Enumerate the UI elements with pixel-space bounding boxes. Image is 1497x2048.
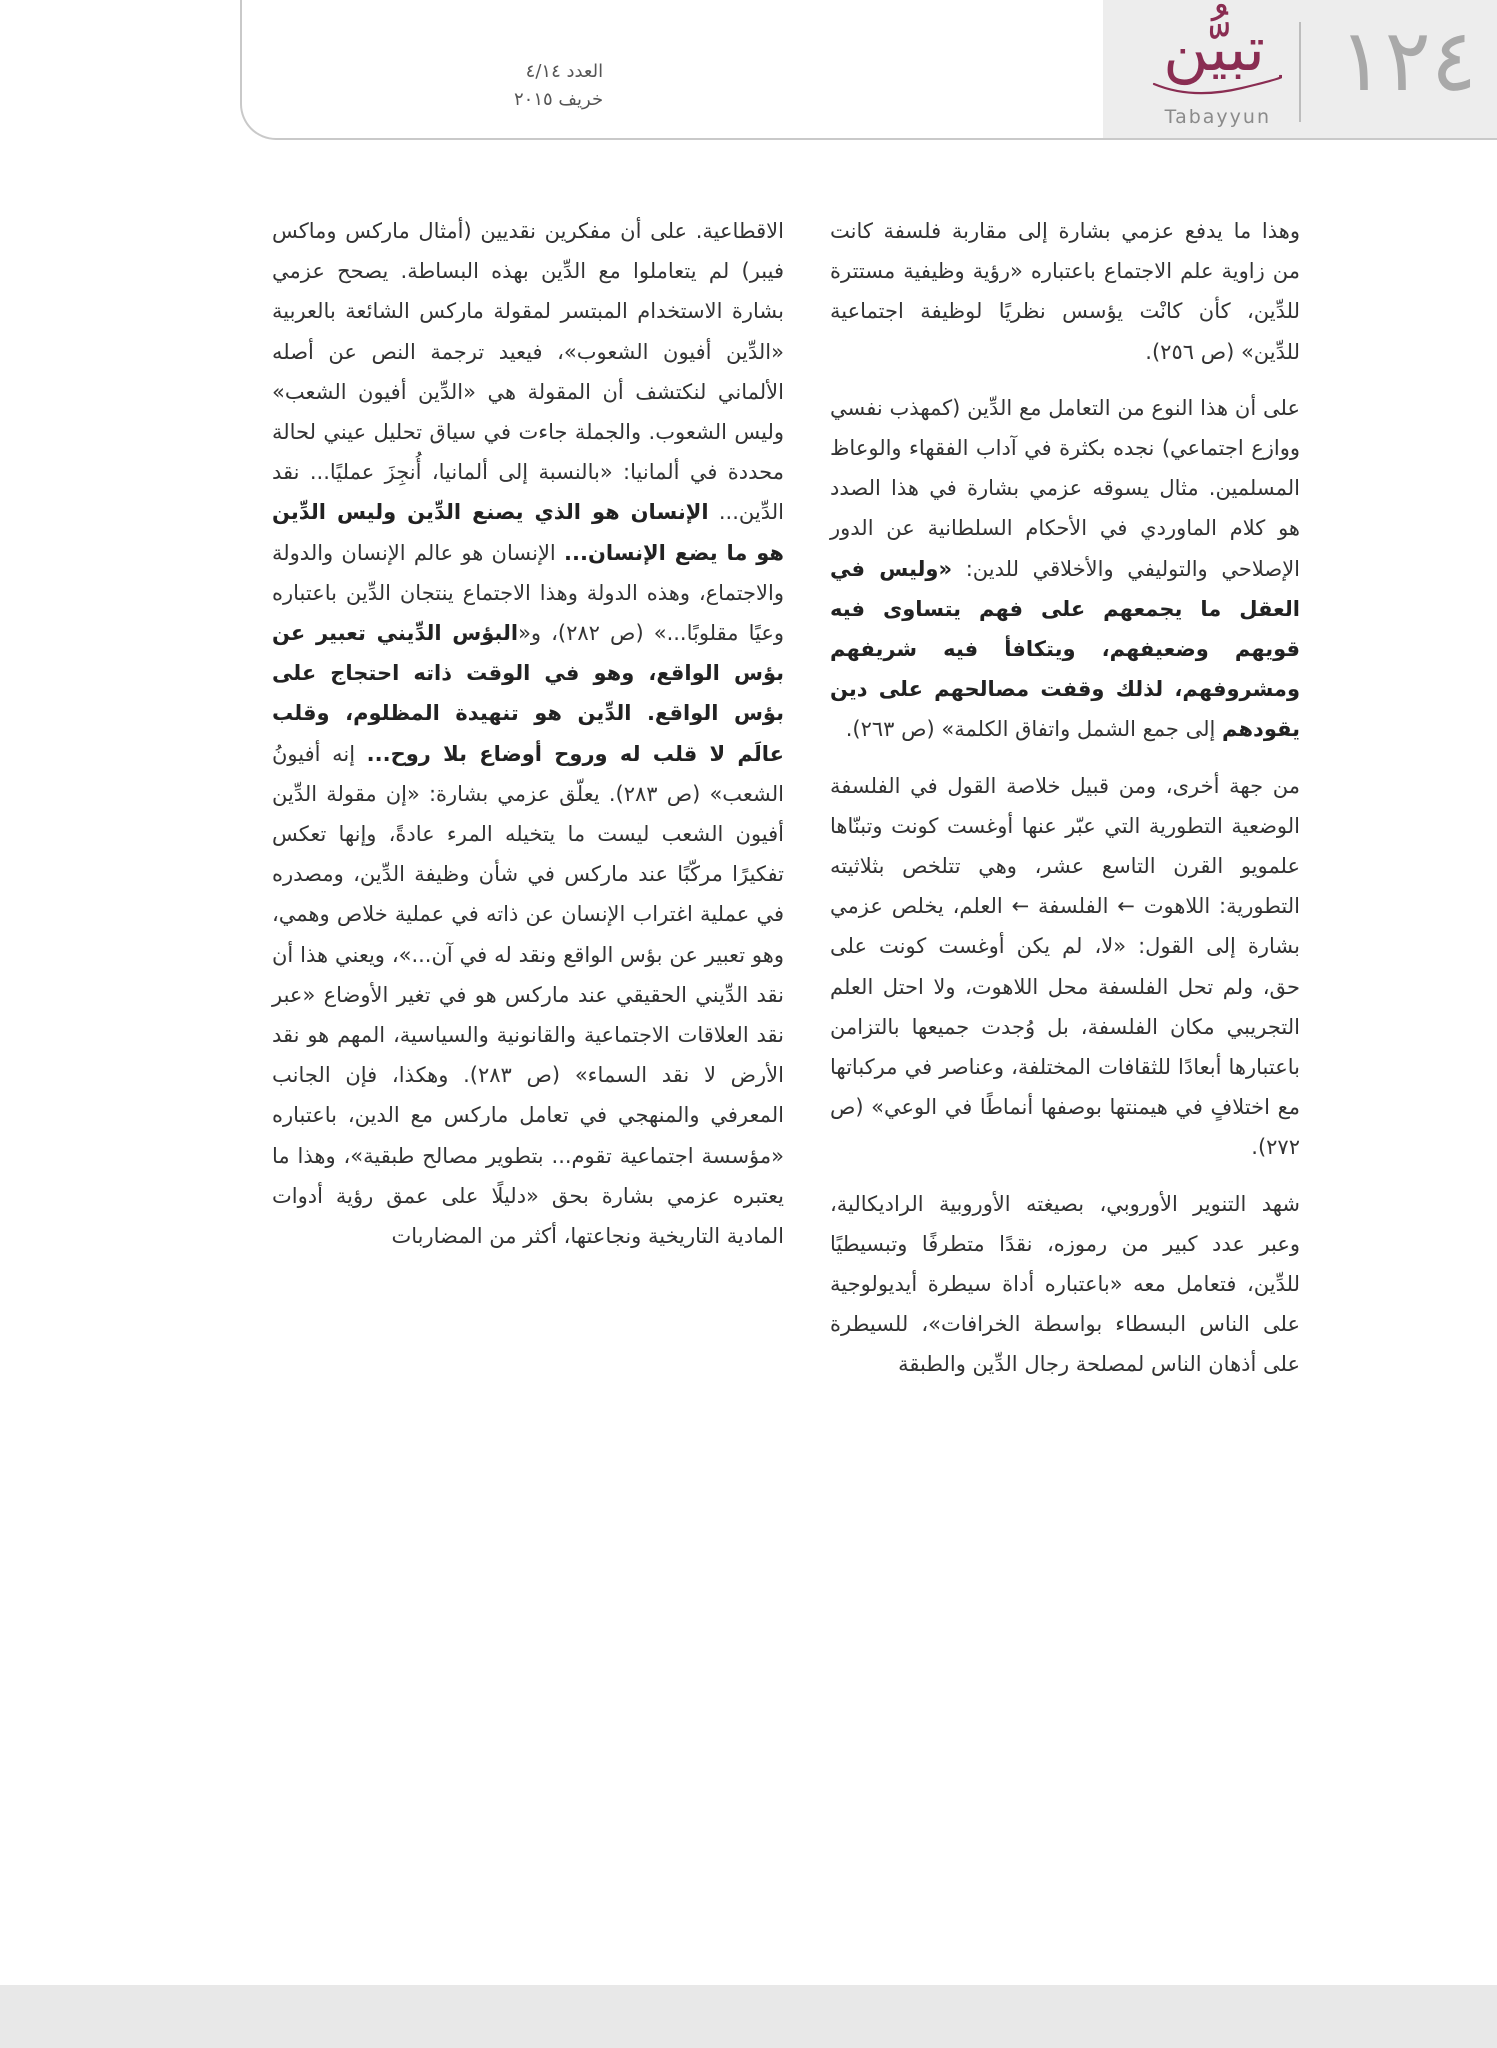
paragraph — [272, 211, 784, 1256]
logo-box — [1103, 0, 1497, 138]
bold-quote: «وليس في العقل ما يجمعهم على فهم يتساوى فيه قويهم وضعيفهم، ويتكافأ فيه شريفهم ومشروفهم، لذلك وقفت مصالحهم على دين يقودهم — [830, 556, 1300, 742]
paragraph-text: إلى جمع الشمل واتفاق الكلمة» (ص ٢٦٣). — [845, 717, 1216, 742]
logo-swoosh-icon — [1152, 70, 1282, 100]
issue-info — [514, 58, 603, 114]
bold-quote: البؤس الدِّيني تعبير عن بؤس الواقع، وهو في الوقت ذاته احتجاج على بؤس الواقع. الدِّين هو تنهيدة المظلوم، وقلب عالَم لا قلب له وروح أوضاع بلا روح... — [272, 621, 784, 766]
page-number: ١٢٤ — [1338, 11, 1477, 111]
paragraph-text: إنه أفيونُ الشعب» (ص ٢٨٣). يعلّق عزمي بشارة: «إن مقولة الدِّين أفيون الشعب ليست ما يتخيله المرء عادةً، وإنها تعكس تفكيرًا مركّبًا عند ماركس في شأن وظيفة الدِّين، ومصدره في عملية اغتراب الإنسان عن ذاته في عملية خلاص وهمي، وهو تعبير عن بؤس الواقع ونقد له في آن...»، ويعني هذا أن نقد الدِّيني الحقيقي عند ماركس هو في تغير الأوضاع «عبر نقد العلاقات الاجتماعية والقانونية والسياسية، المهم هو نقد الأرض لا نقد السماء» (ص ٢٨٣). وهكذا، فإن الجانب المعرفي والمنهجي في تعامل ماركس مع الدين، باعتباره «مؤسسة اجتماعية تقوم... بتطوير مصالح طبقية»، وهذا ما يعتبره عزمي بشارة بحق «دليلًا على عمق رؤية أدوات المادية التاريخية ونجاعتها، أكثر من المضاربات — [272, 741, 785, 1249]
right-column — [830, 211, 1300, 1385]
paragraph-text: الإنسان هو عالم الإنسان والدولة والاجتماع، وهذه الدولة وهذا الاجتماع ينتجان الدِّين باعتباره وعيًا مقلوبًا...» (ص ٢٨٢)، و« — [272, 540, 784, 646]
bold-quote: الإنسان هو الذي يصنع الدِّين وليس الدِّين هو ما يضع الإنسان... — [272, 500, 784, 565]
paragraph: شهد التنوير الأوروبي، بصيغته الأوروبية الراديكالية، وعبر عدد كبير من رموزه، نقدًا متطرفًا وتبسيطيًا للدِّين، فتعامل معه «باعتباره أداة سيطرة أيديولوجية على الناس البسطاء بواسطة الخرافات»، للسيطرة على أذهان الناس لمصلحة رجال الدِّين والطبقة — [830, 1191, 1300, 1377]
header-divider — [1299, 22, 1301, 122]
paragraph-text: الاقطاعية. على أن مفكرين نقديين (أمثال ماركس وماكس فيبر) لم يتعاملوا مع الدِّين بهذه البساطة. يصحح عزمي بشارة الاستخدام المبتسر لمقولة ماركس الشائعة بالعربية «الدِّين أفيون الشعوب»، فيعيد ترجمة النص عن أصله الألماني لنكتشف أن المقولة هي «الدِّين أفيون الشعب» وليس الشعوب. والجملة جاءت في سياق تحليل عيني لحالة محددة في ألمانيا: «بالنسبة إلى ألمانيا، أُنجِزَ عمليًا... نقد الدِّين... — [272, 219, 784, 525]
issue-season: خريف ٢٠١٥ — [514, 89, 604, 110]
paragraph — [830, 388, 1300, 750]
paragraph-text: على أن هذا النوع من التعامل مع الدِّين (كمهذب نفسي ووازع اجتماعي) نجده بكثرة في آداب الفقهاء والوعاظ المسلمين. مثال يسوقه عزمي بشارة في هذا الصدد هو كلام الماوردي في الأحكام السلطانية عن الدور الإصلاحي والتوليفي والأخلاقي للدين: — [830, 395, 1300, 581]
left-column — [272, 211, 784, 1256]
logo-latin: Tabayyun — [1164, 106, 1271, 128]
paragraph: وهذا ما يدفع عزمي بشارة إلى مقاربة فلسفة كانت من زاوية علم الاجتماع باعتباره «رؤية وظيفية مستترة للدِّين، كأن كانْت يؤسس نظريًا لوظيفة اجتماعية للدِّين» (ص ٢٥٦). — [830, 219, 1300, 364]
paragraph: من جهة أخرى، ومن قبيل خلاصة القول في الفلسفة الوضعية التطورية التي عبّر عنها أوغست كونت وتبنّاها علمويو القرن التاسع عشر، وهي تتلخص بثلاثيته التطورية: اللاهوت ← الفلسفة ← العلم، يخلص عزمي بشارة إلى القول: «لا، لم يكن أوغست كونت على حق، ولم تحل الفلسفة محل اللاهوت، ولا احتل العلم التجريبي مكان الفلسفة، بل وُجدت جميعها بالتزامن باعتبارها أبعادًا للثقافات المختلفة، وعناصر في مركباتها مع اختلافٍ في هيمنتها بوصفها أنماطًا في الوعي» (ص ٢٧٢). — [830, 773, 1300, 1160]
header-frame — [240, 0, 1497, 140]
issue-number: العدد ٤/١٤ — [525, 61, 604, 82]
tabayyun-logo: تبيُّن — [1163, 12, 1265, 85]
